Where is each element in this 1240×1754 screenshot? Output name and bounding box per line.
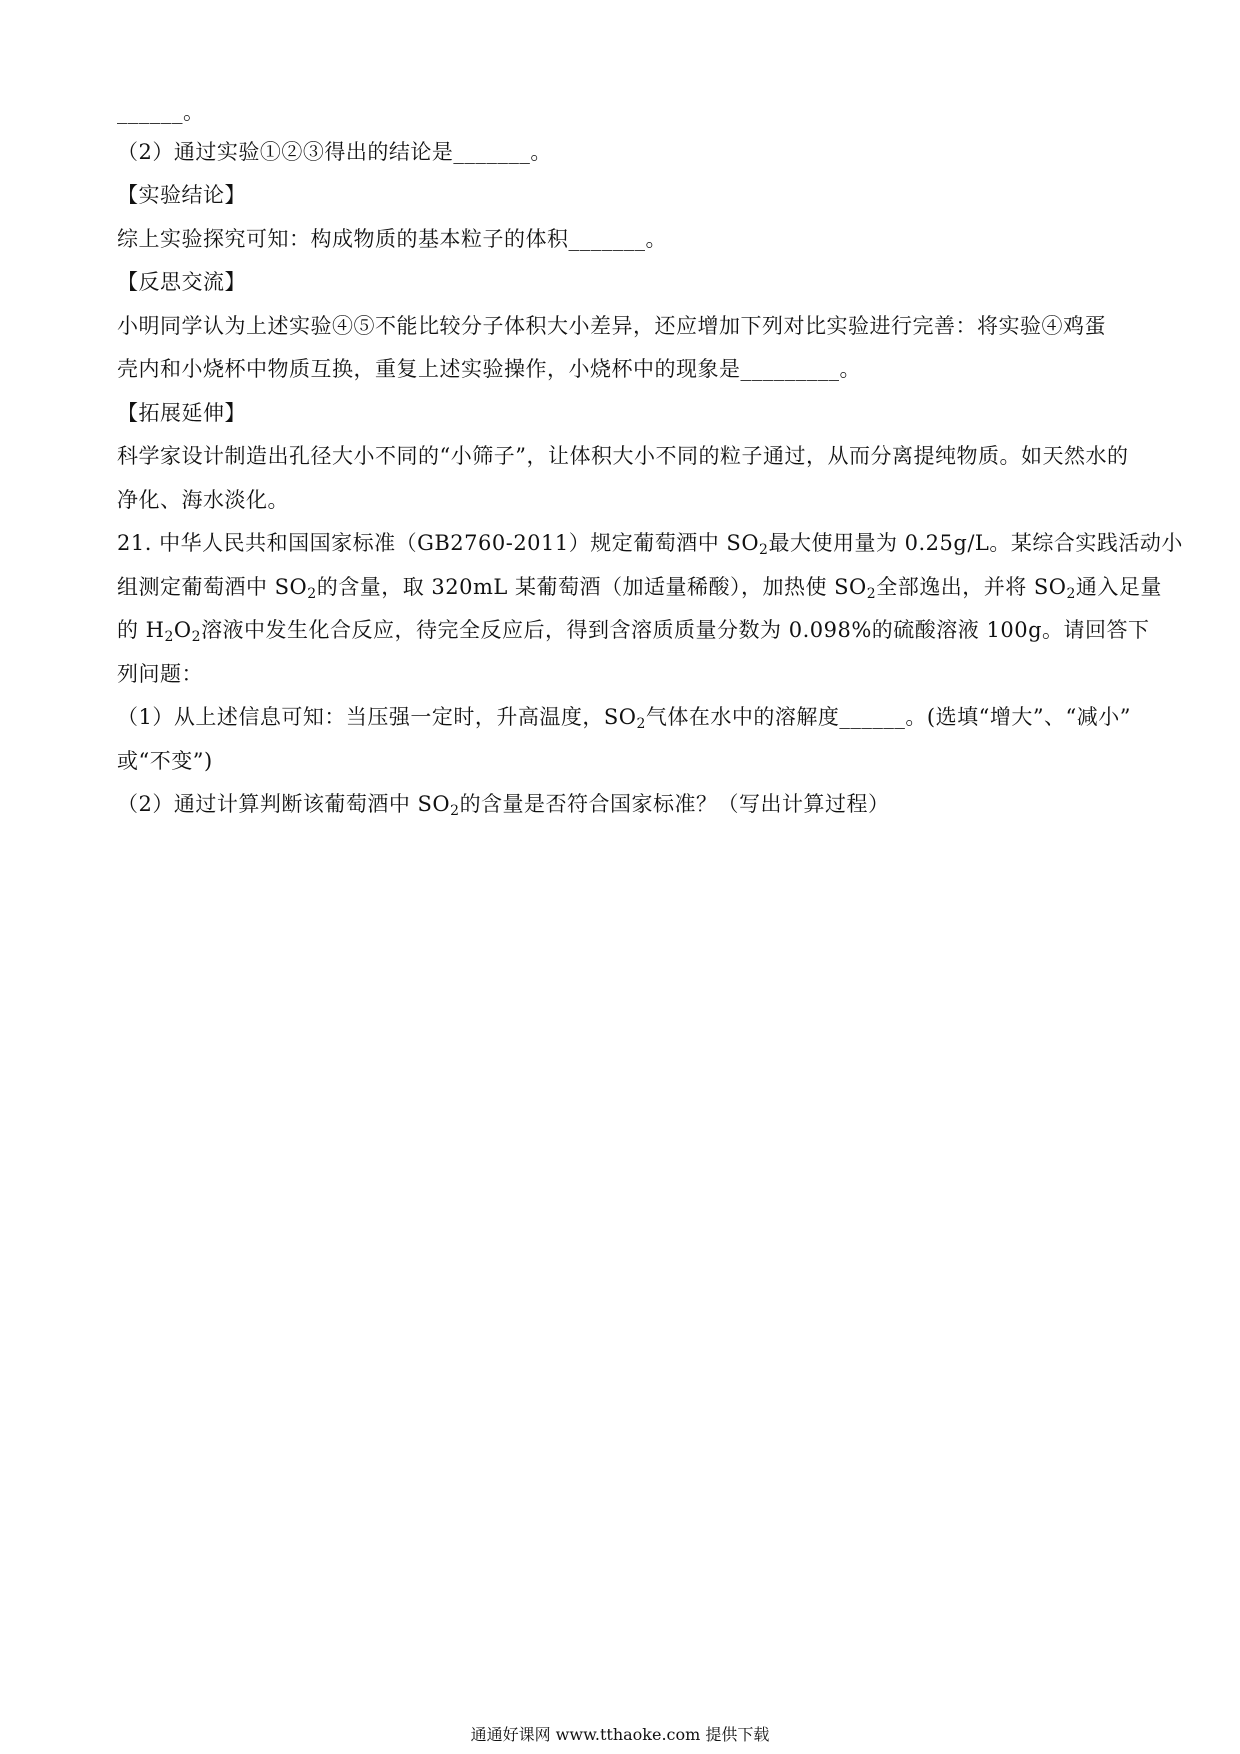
question-21-line-3: [117, 615, 1150, 652]
text-segment: 的含量，取 320mL 某葡萄酒（加适量稀酸），加热使 SO: [316, 575, 867, 599]
conclusion-text: 综上实验探究可知：构成物质的基本粒子的体积_______。: [117, 227, 667, 251]
extension-text-line-2: 净化、海水淡化。: [117, 488, 289, 512]
reflection-text-line-1: 小明同学认为上述实验④⑤不能比较分子体积大小差异，还应增加下列对比实验进行完善：将实验④鸡蛋: [117, 314, 1106, 338]
subscript: 2: [450, 803, 460, 819]
question-21-part-1-cont: 或“不变”): [117, 749, 213, 773]
page-footer: 通通好课网 www.tthaoke.com 提供下载: [470, 1725, 770, 1744]
section-heading-conclusion: 【实验结论】: [117, 183, 246, 207]
text-segment: O: [173, 618, 192, 642]
text-segment: 溶液中发生化合反应，待完全反应后，得到含溶质质量分数为 0.098%的硫酸溶液 100g。请回答下: [201, 618, 1150, 642]
question-21-line-2: [117, 572, 1162, 609]
text-segment: 全部逸出，并将 SO: [876, 575, 1067, 599]
extension-text-line-1: 科学家设计制造出孔径大小不同的“小筛子”，让体积大小不同的粒子通过，从而分离提纯物质。如天然水的: [117, 444, 1129, 468]
text-segment: （2）通过计算判断该葡萄酒中 SO: [117, 792, 451, 816]
subscript: 2: [636, 716, 646, 732]
subscript: 2: [1066, 586, 1076, 602]
section-heading-reflection: 【反思交流】: [117, 270, 246, 294]
text-segment: 通入足量: [1075, 575, 1162, 599]
question-21-part-1: [117, 702, 1131, 739]
subscript: 2: [307, 586, 317, 602]
section-heading-extension: 【拓展延伸】: [117, 401, 246, 425]
text-segment: 气体在水中的溶解度______。(选填“增大”、“减小”: [645, 705, 1132, 729]
subscript: 2: [759, 542, 769, 558]
question-part-2: （2）通过实验①②③得出的结论是_______。: [117, 140, 552, 164]
question-21-line-4: 列问题：: [117, 662, 203, 686]
text-segment: 的含量是否符合国家标准？（写出计算过程）: [459, 792, 890, 816]
subscript: 2: [164, 629, 174, 645]
text-segment: 的 H: [117, 618, 165, 642]
text-segment: 组测定葡萄酒中 SO: [117, 575, 308, 599]
question-21-line-1: [117, 528, 1183, 565]
question-21-part-2: [117, 789, 890, 826]
subscript: 2: [191, 629, 202, 645]
answer-blank-line: ______。: [117, 100, 205, 124]
subscript: 2: [866, 586, 877, 602]
text-segment: 21. 中华人民共和国国家标准（GB2760-2011）规定葡萄酒中 SO: [117, 531, 760, 555]
reflection-text-line-2: 壳内和小烧杯中物质互换，重复上述实验操作，小烧杯中的现象是_________。: [117, 357, 861, 381]
text-segment: 最大使用量为 0.25g/L。某综合实践活动小: [768, 531, 1183, 555]
text-segment: （1）从上述信息可知：当压强一定时，升高温度，SO: [117, 705, 637, 729]
